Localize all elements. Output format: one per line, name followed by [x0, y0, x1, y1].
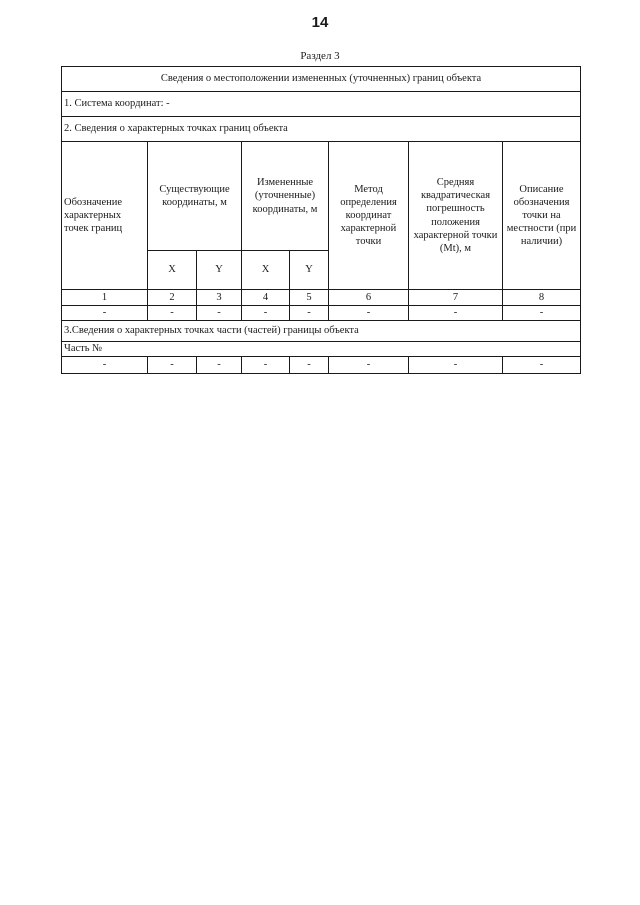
header-existing-coordinates: Существующие координаты, м	[148, 142, 242, 251]
table-cell: -	[329, 357, 409, 374]
table-cell: -	[148, 357, 197, 374]
column-number-row	[62, 290, 581, 306]
header-method: Метод определения координат характерной точки	[329, 142, 409, 290]
points-heading-row: 2. Сведения о характерных точках границ объекта	[62, 117, 581, 142]
table-cell: -	[197, 357, 242, 374]
table-cell: -	[409, 306, 503, 321]
table-cell: -	[503, 306, 581, 321]
header-changed-coordinates: Измененные (уточненные) координаты, м	[242, 142, 329, 251]
subheader-existing-y: Y	[197, 251, 242, 290]
table-cell: -	[148, 306, 197, 321]
section-title: Раздел 3	[300, 50, 340, 62]
column-number: 2	[148, 290, 197, 306]
table-row	[62, 357, 581, 374]
coordinate-system-row: 1. Система координат: -	[62, 92, 581, 117]
column-number: 7	[409, 290, 503, 306]
table-cell: -	[62, 306, 148, 321]
table-title: Сведения о местоположении измененных (уточненных) границ объекта	[62, 67, 581, 92]
part-number-row: Часть №	[62, 342, 581, 357]
table-cell: -	[242, 306, 290, 321]
table-cell: -	[290, 306, 329, 321]
table-cell: -	[62, 357, 148, 374]
subheader-changed-y: Y	[290, 251, 329, 290]
header-point-description: Описание обозначения точки на местности (при наличии)	[503, 142, 581, 290]
column-number: 5	[290, 290, 329, 306]
column-number: 4	[242, 290, 290, 306]
boundary-table	[61, 66, 581, 374]
parts-heading-row: 3.Сведения о характерных точках части (частей) границы объекта	[62, 321, 581, 342]
column-number: 8	[503, 290, 581, 306]
page-number: 14	[311, 14, 329, 31]
table-cell: -	[503, 357, 581, 374]
table-cell: -	[409, 357, 503, 374]
table-cell: -	[329, 306, 409, 321]
table-cell: -	[197, 306, 242, 321]
column-number: 1	[62, 290, 148, 306]
column-number: 3	[197, 290, 242, 306]
subheader-existing-x: X	[148, 251, 197, 290]
table-cell: -	[290, 357, 329, 374]
table-cell: -	[242, 357, 290, 374]
subheader-changed-x: X	[242, 251, 290, 290]
column-number: 6	[329, 290, 409, 306]
header-mean-square-error: Средняя квадратическая погрешность положения характерной точки (Mt), м	[409, 142, 503, 290]
table-row	[62, 306, 581, 321]
header-designation: Обозначение характерных точек границ	[62, 142, 148, 290]
